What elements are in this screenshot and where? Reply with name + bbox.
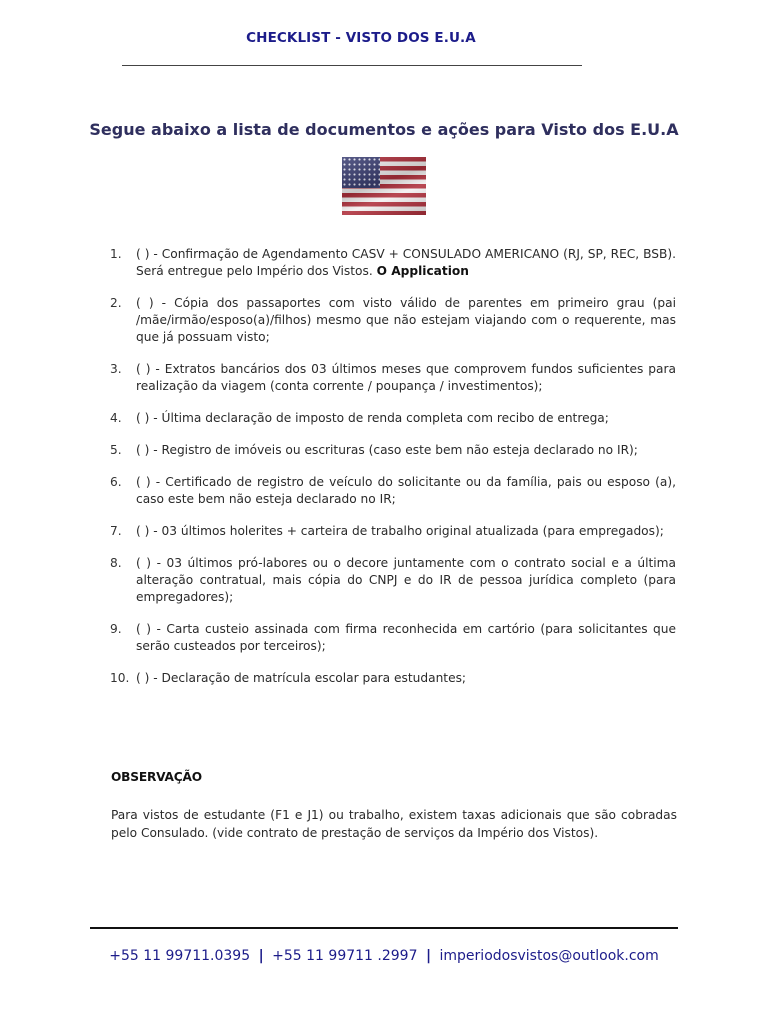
footer-separator: | <box>425 948 432 964</box>
item-text: ( ) - 03 últimos pró-labores ou o decore juntamente com o contrato social e a última alteração contratual, mais cópia do CNPJ e do IR de pessoa jurídica completo (para empregadores); <box>136 556 676 604</box>
observation-text: Para vistos de estudante (F1 e J1) ou trabalho, existem taxas adicionais que são cobradas pelo Consulado. (vide contrato de prestação de serviços da Império dos Vistos). <box>111 808 677 840</box>
item-text: ( ) - Certificado de registro de veículo do solicitante ou da família, pais ou esposo (a), caso este bem não esteja declarado no IR; <box>136 475 676 506</box>
observation-heading: OBSERVAÇÃO <box>111 770 202 784</box>
item-number: 5. <box>110 443 122 457</box>
item-number: 10. <box>110 671 130 685</box>
checklist-item <box>110 670 676 687</box>
footer-divider <box>90 927 678 929</box>
item-emphasis: O Application <box>376 264 469 278</box>
flag-shading <box>342 157 426 215</box>
footer-separator: | <box>258 948 264 964</box>
item-text: ( ) - Cópia dos passaportes com visto válido de parentes em primeiro grau (pai /mãe/irmão/esposo(a)/filhos) mesmo que não estejam viajando com o requerente, mas que já possuam visto; <box>136 296 676 344</box>
item-number: 9. <box>110 622 122 636</box>
checklist-item <box>110 555 676 606</box>
item-number: 6. <box>110 475 122 489</box>
page-title: CHECKLIST - VISTO DOS E.U.A <box>246 30 476 46</box>
us-flag-icon <box>342 157 426 215</box>
item-number: 1. <box>110 247 122 261</box>
item-text: ( ) - Carta custeio assinada com firma reconhecida em cartório (para solicitantes que serão custeados por terceiros); <box>136 622 676 653</box>
checklist-item <box>110 442 676 459</box>
item-text: ( ) - Extratos bancários dos 03 últimos meses que comprovem fundos suficientes para realização da viagem (conta corrente / poupança / investimentos); <box>136 362 676 393</box>
checklist-item <box>110 361 676 395</box>
footer-contact <box>0 948 768 964</box>
item-number: 4. <box>110 411 122 425</box>
checklist-item <box>110 295 676 346</box>
checklist-item <box>110 621 676 655</box>
document-checklist <box>110 246 676 702</box>
checklist-item <box>110 246 676 280</box>
checklist-item <box>110 410 676 427</box>
item-number: 8. <box>110 556 122 570</box>
item-number: 3. <box>110 362 122 376</box>
item-number: 2. <box>110 296 122 310</box>
footer-phone-1: +55 11 99711.0395 <box>109 948 251 964</box>
page-subtitle: Segue abaixo a lista de documentos e ações para Visto dos E.U.A <box>89 120 679 139</box>
item-text: ( ) - Confirmação de Agendamento CASV + CONSULADO AMERICANO (RJ, SP, REC, BSB). Será entregue pelo Império dos Vistos. <box>136 247 676 278</box>
footer-phone-2: +55 11 99711 .2997 <box>272 948 418 964</box>
item-text: ( ) - Última declaração de imposto de renda completa com recibo de entrega; <box>136 411 609 425</box>
checklist-item <box>110 523 676 540</box>
item-number: 7. <box>110 524 122 538</box>
title-divider <box>122 65 582 66</box>
checklist-item <box>110 474 676 508</box>
item-text: ( ) - 03 últimos holerites + carteira de trabalho original atualizada (para empregados); <box>136 524 664 538</box>
item-text: ( ) - Declaração de matrícula escolar para estudantes; <box>136 671 467 685</box>
item-text: ( ) - Registro de imóveis ou escrituras (caso este bem não esteja declarado no IR); <box>136 443 638 457</box>
footer-email-link[interactable]: imperiodosvistos@outlook.com <box>439 948 659 964</box>
